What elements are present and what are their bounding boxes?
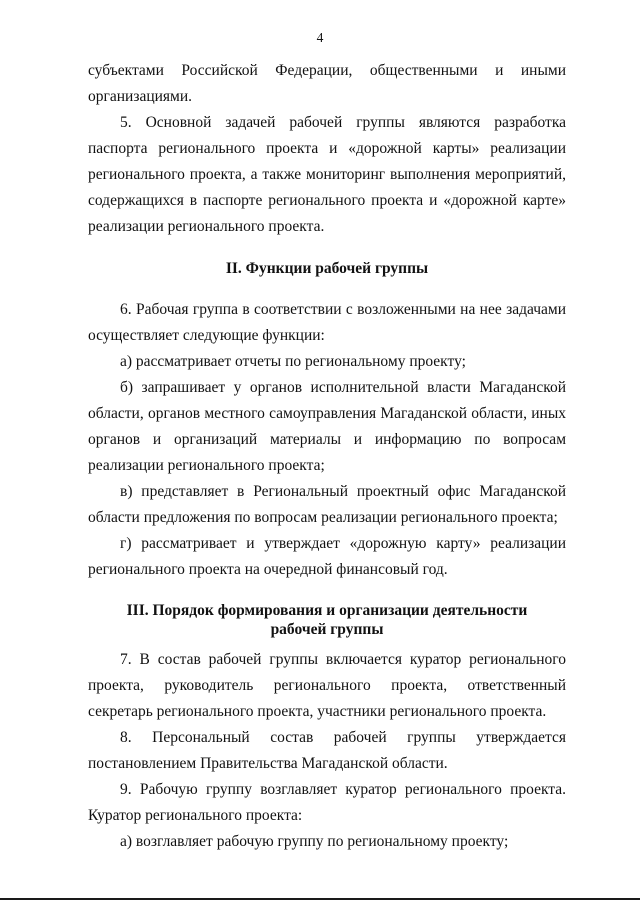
paragraph-9: 9. Рабочую группу возглавляет куратор регионального проекта. Куратор регионального проекта: [88,781,566,824]
continuation-line: организациями. [88,88,193,105]
scan-bottom-edge [0,898,640,900]
paragraph-9a: а) возглавляет рабочую группу по региональному проекту; [120,833,509,850]
paragraph-6a: а) рассматривает отчеты по региональному проекту; [120,353,466,370]
paragraph-6: 6. Рабочая группа в соответствии с возложенными на нее задачами осуществляет следующие функции: [88,301,566,344]
section-3-heading [88,601,566,639]
section-3-heading-line-1: III. Порядок формирования и организации деятельности [126,602,528,619]
paragraph-6g: г) рассматривает и утверждает «дорожную карту» реализации регионального проекта на очередной финансовый год. [88,535,566,578]
document-body [88,58,566,855]
paragraph-6b: б) запрашивает у органов исполнительной власти Магаданской области, органов местного самоуправления Магаданской области, иных органов и организаций материалы и информацию по вопросам реализации регионального проекта; [88,379,566,474]
continuation-line: субъектами Российской Федерации, общественными и иными [88,62,566,79]
section-3-heading-line-2: рабочей группы [270,621,384,638]
paragraph-8: 8. Персональный состав рабочей группы утверждается постановлением Правительства Магаданской области. [88,729,566,772]
paragraph-5: 5. Основной задачей рабочей группы являются разработка паспорта регионального проекта и «дорожной карты» реализации регионального проекта, а также мониторинг выполнения мероприятий, содержащихся в паспорте регионального проекта и «дорожной карте» реализации регионального проекта. [88,114,566,235]
page-number: 4 [316,30,324,45]
section-2-heading: II. Функции рабочей группы [225,260,429,277]
paragraph-7: 7. В состав рабочей группы включается куратор регионального проекта, руководитель регионального проекта, ответственный секретарь регионального проекта, участники регионального проекта. [88,651,566,720]
paragraph-6v: в) представляет в Региональный проектный офис Магаданской области предложения по вопросам реализации регионального проекта; [88,483,566,526]
